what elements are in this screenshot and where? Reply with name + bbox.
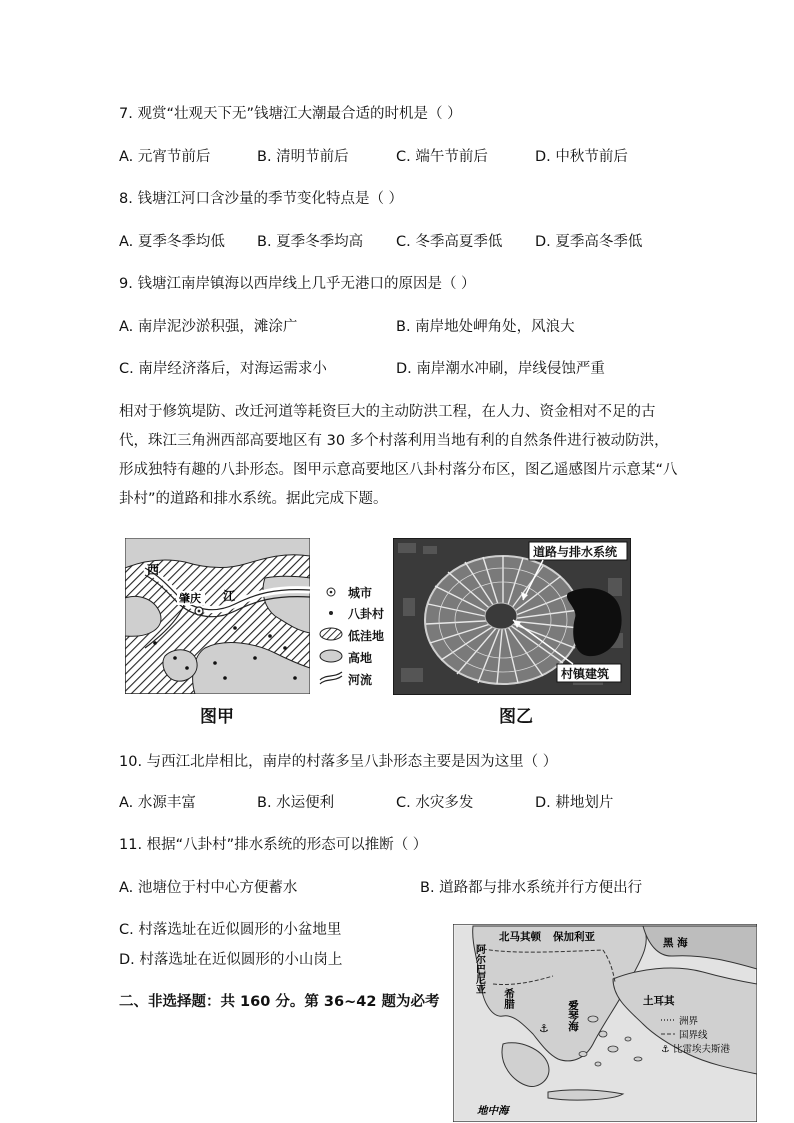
- figure-greece-map: [453, 924, 757, 1122]
- q7-option-d: D. 中秋节前后: [535, 149, 628, 165]
- label-bulgaria: 保加利亚: [553, 931, 595, 943]
- section-2-heading: 二、非选择题：共 160 分。第 36~42 题为必考: [119, 994, 440, 1010]
- legend-continent-boundary: 洲界: [679, 1016, 699, 1027]
- legend-city: 城市: [348, 586, 373, 600]
- reading-passage: 相对于修筑堤防、改迁河道等耗资巨大的主动防洪工程，在人力、资金相对不足的古代，珠江三角洲西部高要地区有 30 多个村落利用当地有利的自然条件进行被动防洪，形成独特有趣的八卦形态。图甲示意高要地区八卦村落分布区，图乙遥感图片示意某“八卦村”的道路和排水系统。据此完成下题。: [119, 404, 678, 507]
- village-center: [485, 603, 517, 629]
- label-xi: 西: [147, 563, 160, 577]
- legend-river: 河流: [348, 673, 373, 687]
- q10-option-c: C. 水灾多发: [396, 795, 474, 811]
- q8-stem: 8. 钱塘江河口含沙量的季节变化特点是（ ）: [119, 191, 404, 207]
- q8-option-d: D. 夏季高冬季低: [535, 234, 643, 250]
- q10-option-a: A. 水源丰富: [119, 795, 196, 811]
- q8-option-c: C. 冬季高夏季低: [396, 234, 503, 250]
- label-greece: 希腊: [503, 988, 515, 1009]
- legend-highland-icon: [320, 650, 342, 662]
- label-roads-drainage: 道路与排水系统: [533, 545, 618, 559]
- q9-stem: 9. 钱塘江南岸镇海以西岸线上几乎无港口的原因是（ ）: [119, 276, 476, 292]
- q7-stem: 7. 观赏“壮观天下无”钱塘江大潮最合适的时机是（ ）: [119, 106, 462, 122]
- label-aegean: 爱琴海: [567, 1000, 579, 1032]
- q11-option-b: B. 道路都与排水系统并行方便出行: [420, 880, 643, 896]
- legend-river-icon: [320, 672, 342, 680]
- legend-piraeus: 比雷埃夫斯港: [673, 1044, 731, 1055]
- legend-port-icon: ⚓: [661, 1044, 670, 1055]
- legend-national-border: 国界线: [679, 1030, 708, 1041]
- q10-stem: 10. 与西江北岸相比，南岸的村落多呈八卦形态主要是因为这里（ ）: [119, 754, 558, 770]
- legend-village-icon: [329, 611, 333, 615]
- label-town-buildings: 村镇建筑: [561, 667, 610, 681]
- q7-option-c: C. 端午节前后: [396, 149, 488, 165]
- q10-option-d: D. 耕地划片: [535, 795, 614, 811]
- q7-option-a: A. 元宵节前后: [119, 149, 211, 165]
- q11-option-c: C. 村落选址在近似圆形的小盆地里: [119, 922, 342, 938]
- q9-option-c: C. 南岸经济落后，对海运需求小: [119, 361, 327, 377]
- figure-jia-map: [125, 538, 310, 694]
- legend-lowland-icon: [320, 628, 342, 640]
- figure-jia-caption: 图甲: [200, 707, 234, 727]
- q8-option-a: A. 夏季冬季均低: [119, 234, 225, 250]
- label-turkey: 土耳其: [643, 995, 675, 1007]
- legend-lowland: 低洼地: [348, 629, 385, 643]
- label-black-sea: 黑 海: [663, 937, 688, 949]
- label-north-macedonia: 北马其顿: [499, 931, 541, 943]
- label-zhaoqing: 肇庆: [179, 592, 201, 605]
- q10-option-b: B. 水运便利: [257, 795, 335, 811]
- figure-yi-satellite: [393, 538, 631, 695]
- q9-option-d: D. 南岸潮水冲刷，岸线侵蚀严重: [396, 361, 605, 377]
- piraeus-anchor-icon: ⚓: [539, 1022, 549, 1035]
- label-albania: 阿尔巴尼亚: [473, 944, 485, 994]
- legend-highland: 高地: [348, 651, 373, 665]
- label-mediterranean: 地中海: [477, 1105, 509, 1117]
- q8-option-b: B. 夏季冬季均高: [257, 234, 364, 250]
- q9-option-b: B. 南岸地处岬角处，风浪大: [396, 319, 575, 335]
- q9-option-a: A. 南岸泥沙淤积强，滩涂广: [119, 319, 298, 335]
- highland-hill: [163, 650, 197, 681]
- q7-option-b: B. 清明节前后: [257, 149, 349, 165]
- label-jiang: 江: [223, 589, 236, 603]
- q11-option-a: A. 池塘位于村中心方便蓄水: [119, 880, 298, 896]
- q11-stem: 11. 根据“八卦村”排水系统的形态可以推断（ ）: [119, 837, 428, 853]
- q11-option-d: D. 村落选址在近似圆形的小山岗上: [119, 952, 343, 968]
- legend-village: 八卦村: [348, 607, 385, 621]
- figure-yi-caption: 图乙: [499, 707, 533, 727]
